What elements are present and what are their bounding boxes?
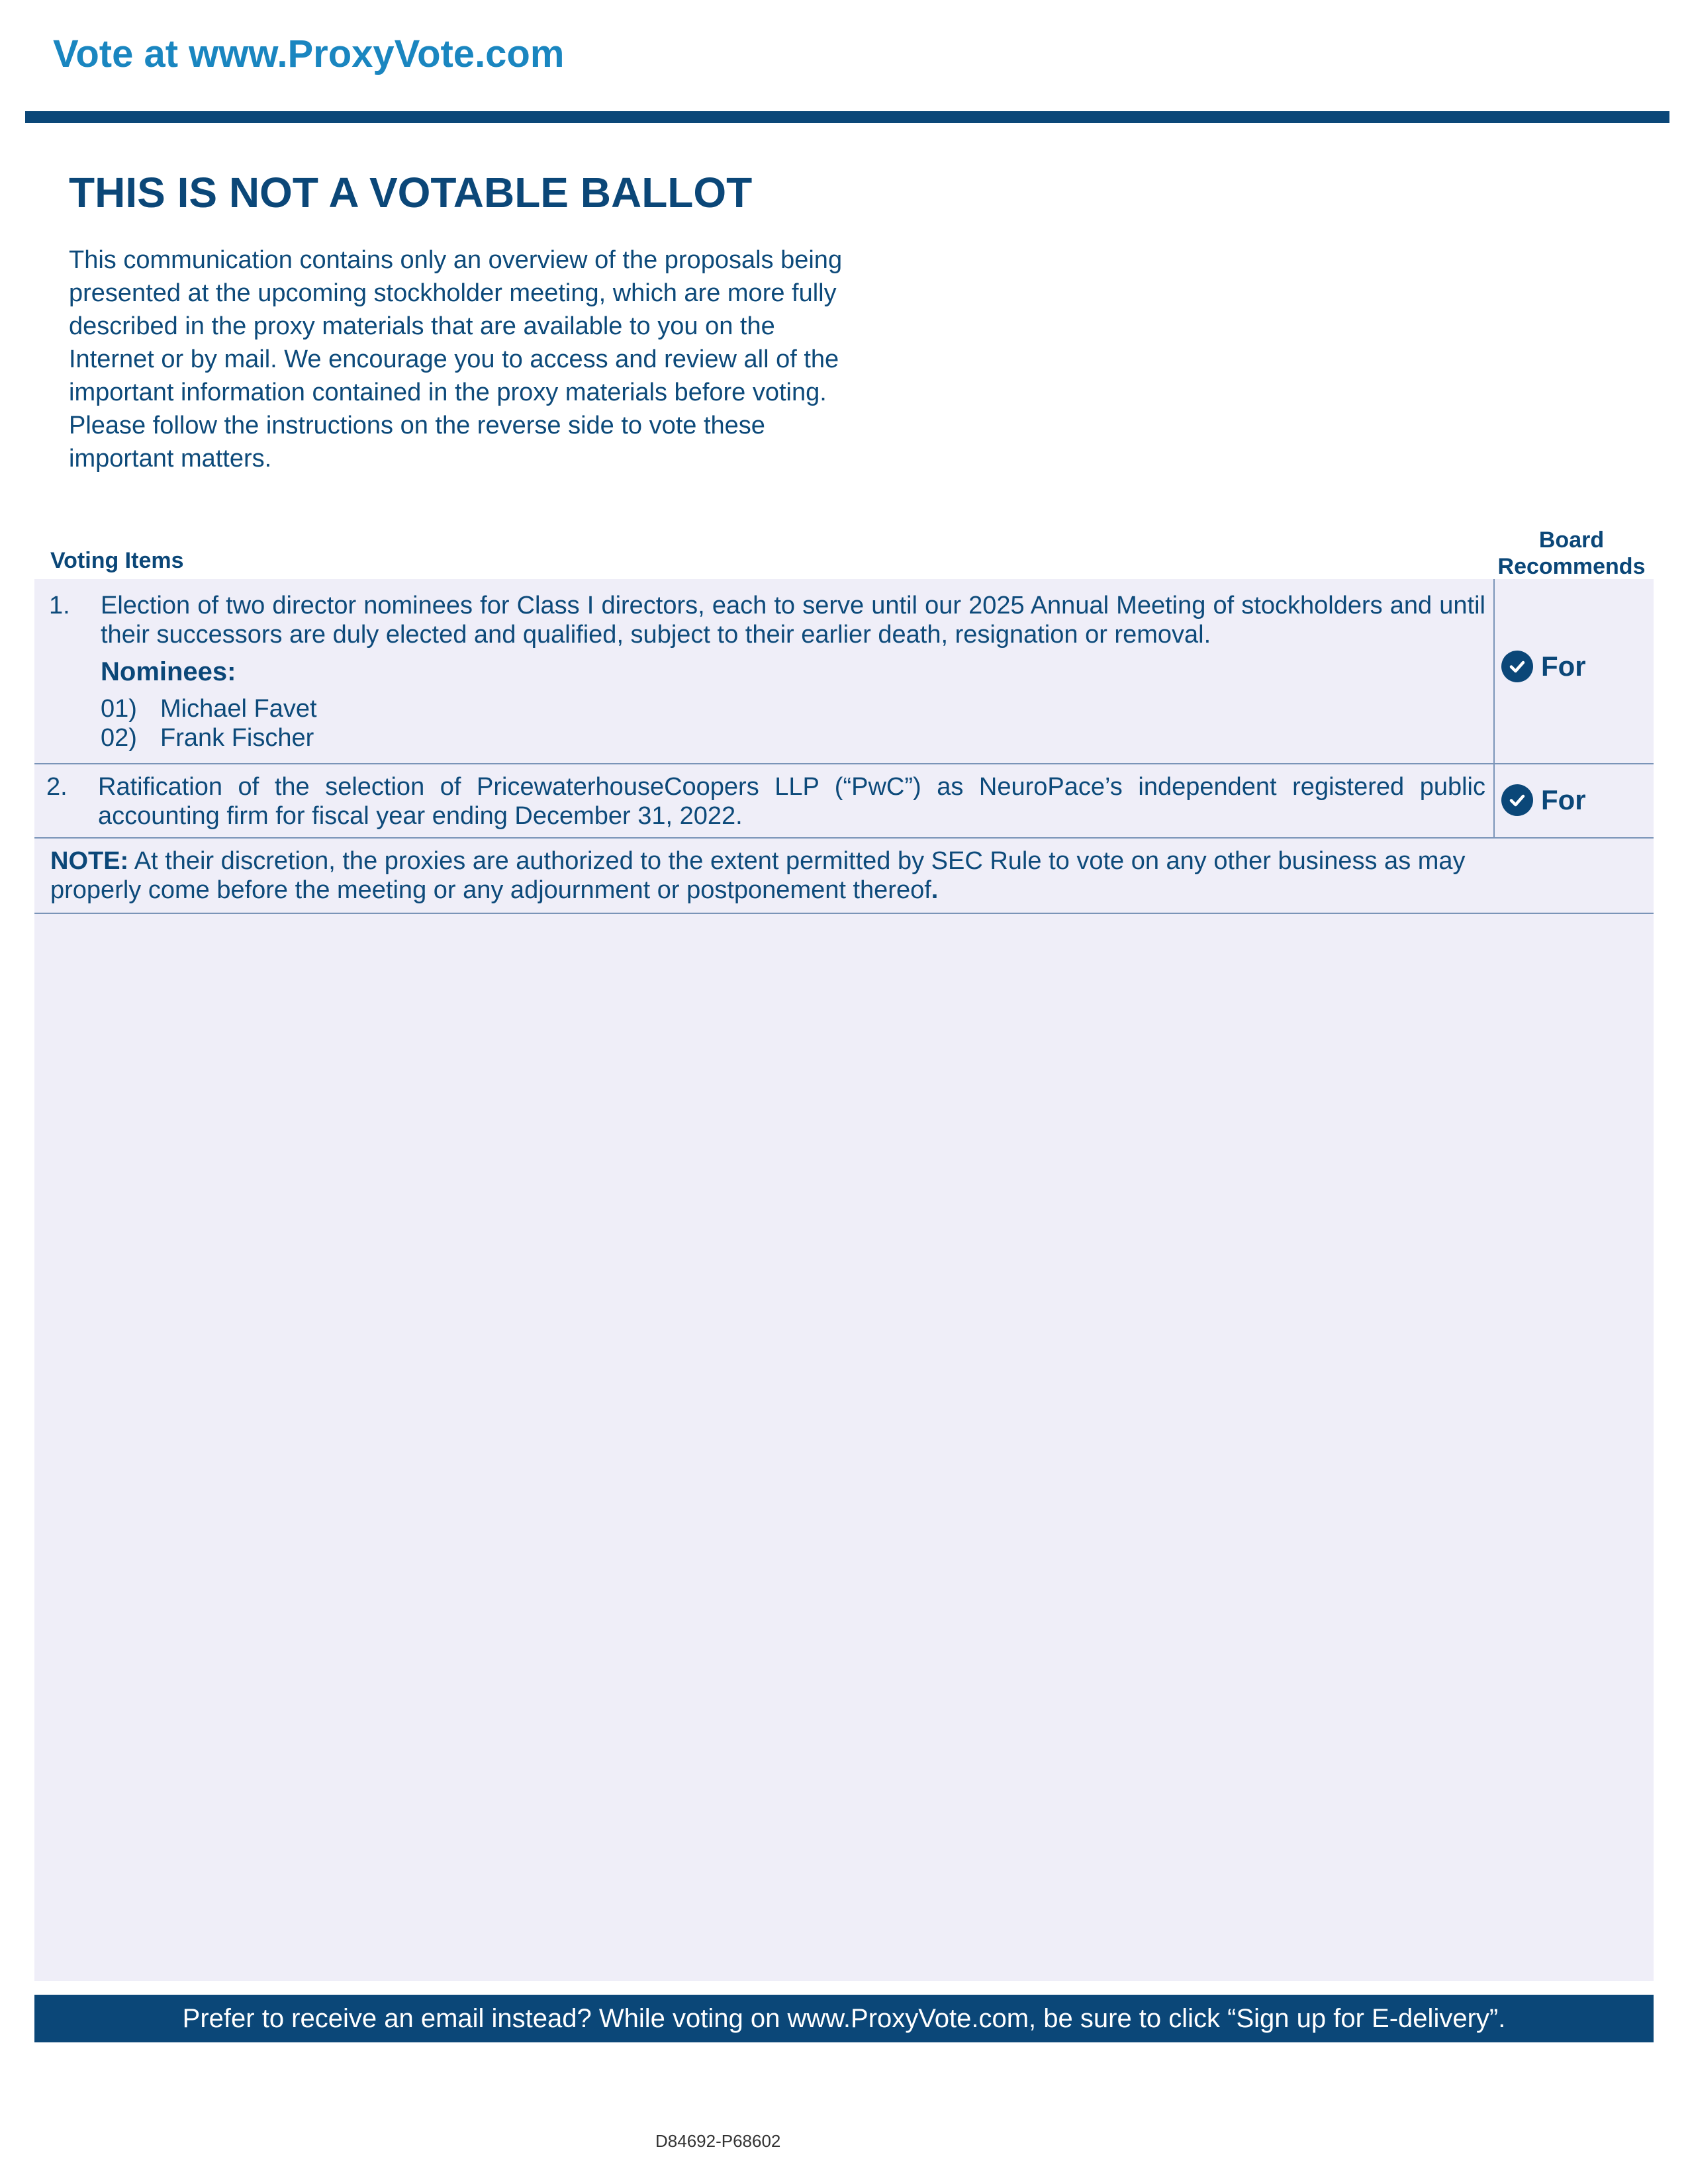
item-description: Ratification of the selection of PricewaterhouseCoopers LLP (“PwC”) as NeuroPace’s independent registered public accounting firm for fiscal year ending December 31, 2022. (98, 773, 1485, 830)
nominee-number: 01) (101, 695, 137, 723)
board-recommendation (1501, 651, 1586, 682)
note-text (50, 846, 1500, 905)
voting-items-panel (34, 579, 1654, 1981)
note-end: . (931, 876, 939, 904)
voting-item-row (34, 579, 1654, 764)
nominee-name: Frank Fischer (160, 724, 314, 752)
page-title: THIS IS NOT A VOTABLE BALLOT (69, 169, 753, 216)
recommendation-label: For (1541, 651, 1586, 682)
voting-items-header: Voting Items (50, 548, 184, 573)
board-recommends-header (1491, 527, 1652, 580)
nominee-name: Michael Favet (160, 695, 317, 723)
note-label: NOTE: (50, 847, 129, 875)
recommendation-label: For (1541, 784, 1586, 815)
item-description: Election of two director nominees for Class I directors, each to serve until our 2025 Annual Meeting of stockholders and until their successors are duly elected and qualified, subject to their earlier death, resignation or removal. (101, 592, 1485, 649)
proxyvote-link[interactable]: Vote at www.ProxyVote.com (53, 32, 565, 75)
check-circle-icon (1501, 651, 1533, 682)
control-code: D84692-P68602 (655, 2131, 781, 2151)
intro-paragraph: This communication contains only an overview of the proposals being presented at the upcoming stockholder meeting, which are more fully described in the proxy materials that are available to you on the Internet or by mail. We encourage you to access and review all of the important information contained in the proxy materials before voting. Please follow the instructions on the reverse side to vote these important matters. (69, 246, 843, 473)
header-divider (25, 111, 1669, 123)
check-circle-icon (1501, 784, 1533, 816)
item-number: 1. (49, 592, 70, 619)
board-header-line2: Recommends (1497, 554, 1646, 579)
board-recommendation (1501, 784, 1586, 816)
edelivery-text: Prefer to receive an email instead? While voting on www.ProxyVote.com, be sure to click “Sign up for E-delivery”. (182, 2003, 1506, 2033)
nominee-number: 02) (101, 724, 137, 752)
board-header-line1: Board (1538, 527, 1605, 553)
note-body: At their discretion, the proxies are authorized to the extent permitted by SEC Rule to vote on any other business as may properly come before the meeting or any adjournment or postponement thereof (50, 847, 1466, 904)
nominee-item (101, 723, 314, 752)
voting-item-row (34, 764, 1654, 839)
nominees-label: Nominees: (101, 657, 236, 686)
item-number: 2. (46, 773, 68, 801)
edelivery-banner (34, 1995, 1654, 2042)
nominee-item (101, 694, 317, 723)
note-row (34, 839, 1654, 914)
